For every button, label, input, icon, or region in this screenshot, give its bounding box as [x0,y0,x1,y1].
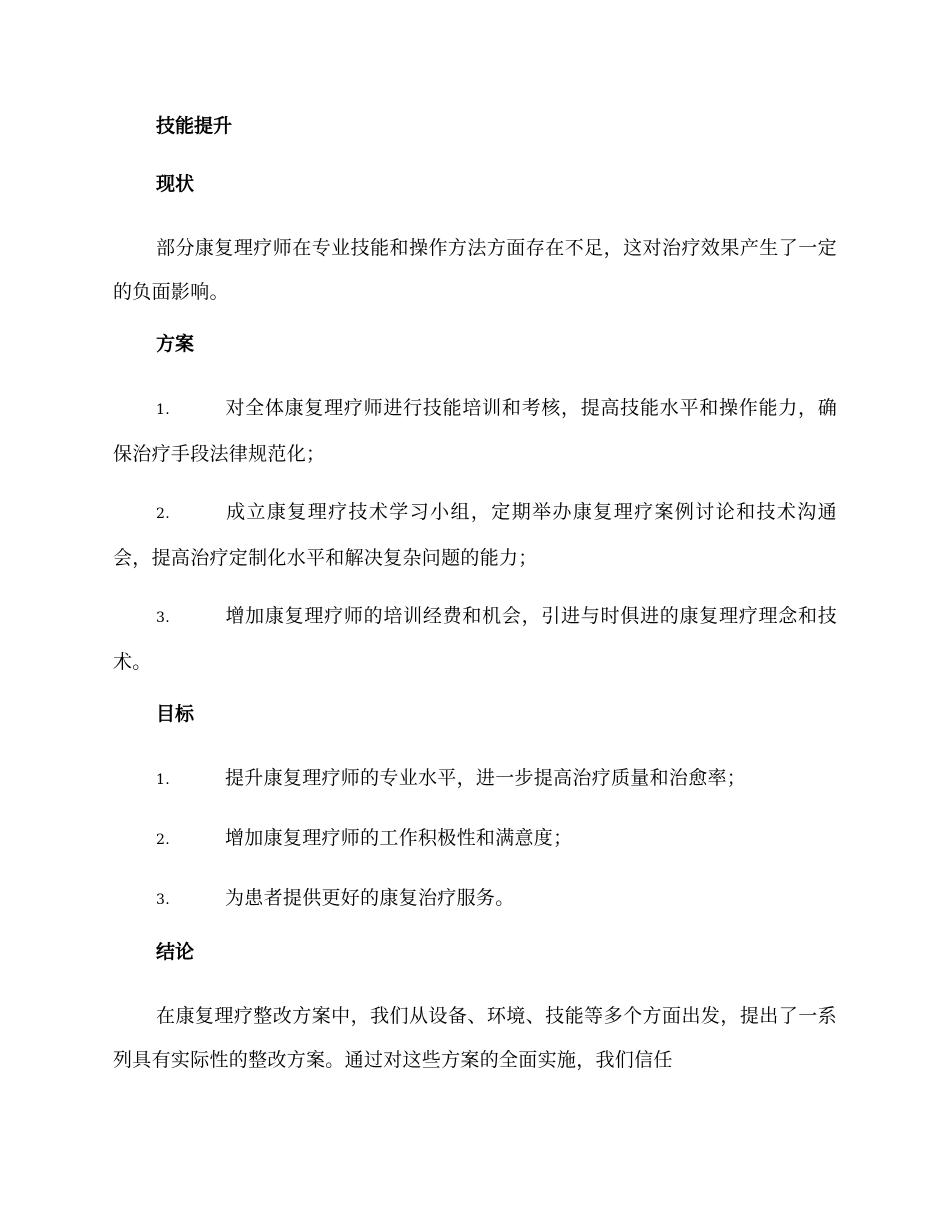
plan-item-1-number: 1. [156,402,170,418]
status-paragraph: 部分康复理疗师在专业技能和操作方法方面存在不足，这对治疗效果产生了一定的负面影响。 [113,237,837,303]
document-content [113,110,837,1096]
goals-heading: 目标 [156,703,195,725]
section-title: 技能提升 [156,115,233,137]
goal-item-1 [113,756,837,802]
conclusion-paragraph: 在康复理疗整改方案中，我们从设备、环境、技能等多个方面出发，提出了一系列具有实际性的整改方案。通过对这些方案的全面实施，我们信任 [113,1005,837,1071]
goal-item-2-number: 2. [156,832,170,848]
plan-item-1-text: 对全体康复理疗师进行技能培训和考核，提高技能水平和操作能力，确保治疗手段法律规范化； [113,397,837,465]
plan-item-2-text: 成立康复理疗技术学习小组，定期举办康复理疗案例讨论和技术沟通会，提高治疗定制化水平和解决复杂问题的能力； [113,501,837,569]
plan-heading: 方案 [156,333,195,355]
goal-item-2-text: 增加康复理疗师的工作积极性和满意度； [225,827,573,849]
conclusion-heading: 结论 [156,941,195,963]
plan-item-2-number: 2. [156,506,170,522]
goal-item-3 [113,876,837,922]
plan-item-1 [113,386,837,476]
plan-item-3-text: 增加康复理疗师的培训经费和机会，引进与时俱进的康复理疗理念和技术。 [113,605,837,673]
goal-item-1-number: 1. [156,772,170,788]
goal-item-1-text: 提升康复理疗师的专业水平，进一步提高治疗质量和治愈率； [225,767,747,789]
plan-item-3 [113,594,837,684]
plan-item-2 [113,490,837,580]
goal-item-3-text: 为患者提供更好的康复治疗服务。 [225,887,515,909]
plan-item-3-number: 3. [156,610,170,626]
goal-item-2 [113,816,837,862]
status-heading: 现状 [156,173,195,195]
goal-item-3-number: 3. [156,892,170,908]
